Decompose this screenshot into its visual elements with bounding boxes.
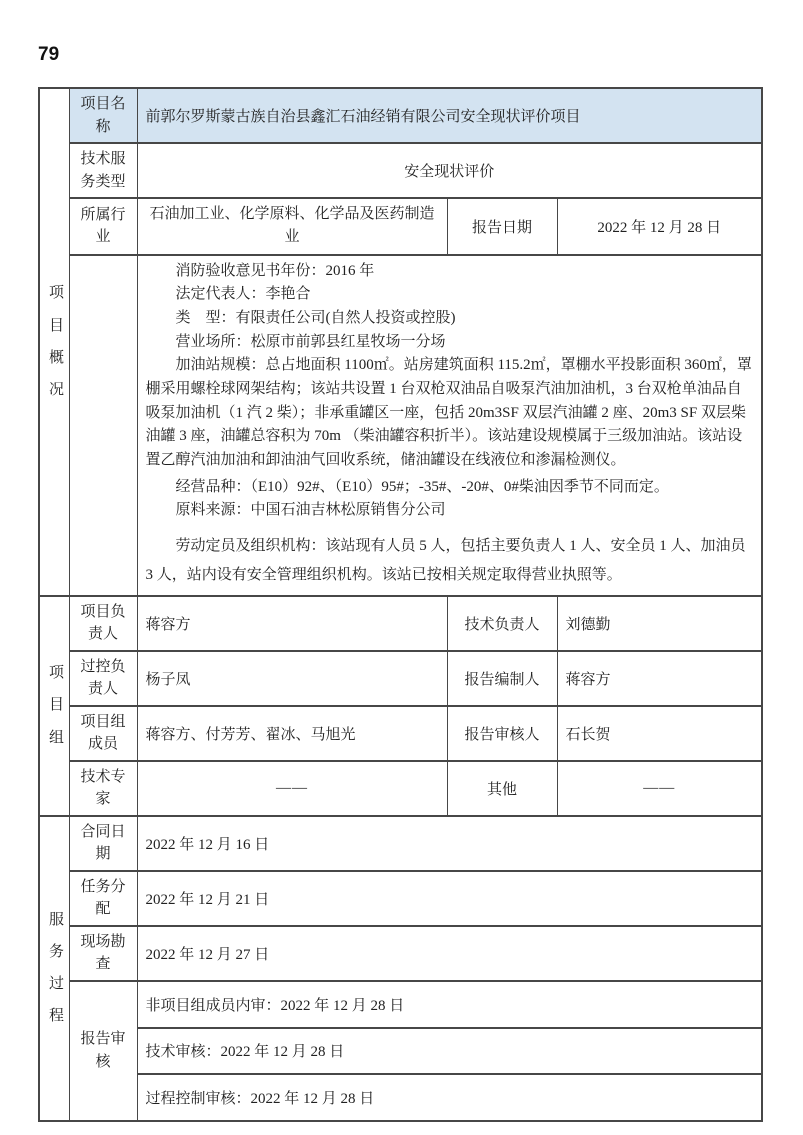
row-task-assignment <box>39 871 762 926</box>
report-review-item: 非项目组成员内审：2022 年 12 月 28 日 <box>137 981 762 1028</box>
service-type-label: 技术服务类型 <box>69 143 137 198</box>
row-process-control-leader <box>39 651 762 706</box>
team-row-label: 过控负责人 <box>69 651 137 706</box>
service-type-value: 安全现状评价 <box>137 143 762 198</box>
project-name-value: 前郭尔罗斯蒙古族自治县鑫汇石油经销有限公司安全现状评价项目 <box>137 88 762 143</box>
overview-paragraph: 加油站规模：总占地面积 1100㎡。站房建筑面积 115.2㎡，罩棚水平投影面积 360㎡，罩棚采用螺栓球网架结构；该站共设置 1 台双枪双油品自吸泵汽油加油机，3 台双枪单油品自吸泵加油机（1 汽 2 柴）；非承重罐区一座，包括 20m3SF 双层汽油罐 2 座、20m3 SF 双层柴油罐 3 座，油罐总容积为 70m （柴油罐容积折半）。该站建设规模属于三级加油站。该站设置乙醇汽油加油和卸油油气回收系统，储油罐设在线液位和渗漏检测仪。 <box>145 357 752 468</box>
team-row-label: 技术专家 <box>69 761 137 816</box>
team-row-label: 项目组成员 <box>69 706 137 761</box>
section-team <box>39 596 69 816</box>
section-overview-label: 项目概况 <box>48 285 64 399</box>
overview-text-cell <box>137 255 762 596</box>
team-row-value2: 刘德勤 <box>557 596 762 651</box>
process-row-label: 合同日期 <box>69 816 137 871</box>
report-review-item: 技术审核：2022 年 12 月 28 日 <box>137 1028 762 1074</box>
section-overview <box>39 88 69 596</box>
overview-paragraph: 劳动定员及组织机构：该站现有人员 5 人，包括主要负责人 1 人、安全员 1 人、加油员 3 人，站内设有安全管理组织机构。该站已按相关规定取得营业执照等。 <box>145 538 746 584</box>
process-row-value: 2022 年 12 月 16 日 <box>137 816 762 871</box>
overview-paragraph: 消防验收意见书年份：2016 年 <box>175 262 375 279</box>
process-row-label: 现场勘查 <box>69 926 137 981</box>
section-process-label: 服务过程 <box>48 911 64 1025</box>
process-row-value: 2022 年 12 月 27 日 <box>137 926 762 981</box>
section-team-label: 项目组 <box>48 665 64 746</box>
team-row-value: —— <box>137 761 447 816</box>
row-report-review-2 <box>39 1028 762 1074</box>
team-row-label2: 其他 <box>447 761 557 816</box>
process-row-value: 2022 年 12 月 21 日 <box>137 871 762 926</box>
team-row-value: 蒋容方、付芳芳、翟冰、马旭光 <box>137 706 447 761</box>
team-row-label2: 报告审核人 <box>447 706 557 761</box>
team-row-label2: 报告编制人 <box>447 651 557 706</box>
industry-label: 所属行业 <box>69 198 137 255</box>
row-report-review-3 <box>39 1074 762 1121</box>
row-site-survey <box>39 926 762 981</box>
overview-paragraph: 类 型：有限责任公司(自然人投资或控股) <box>175 309 456 326</box>
overview-label-spacer <box>69 255 137 596</box>
team-row-label2: 技术负责人 <box>447 596 557 651</box>
row-contract-date <box>39 816 762 871</box>
project-summary-table <box>38 87 763 1122</box>
row-project-leader <box>39 596 762 651</box>
report-date-label: 报告日期 <box>447 198 557 255</box>
overview-paragraph: 经营品种：（E10）92#、（E10）95#；-35#、-20#、0#柴油因季节不同而定。 <box>175 478 669 495</box>
row-industry <box>39 198 762 255</box>
overview-paragraph: 原料来源：中国石油吉林松原销售分公司 <box>175 502 446 519</box>
row-service-type <box>39 143 762 198</box>
overview-paragraph: 法定代表人：李艳合 <box>175 286 311 303</box>
process-row-label: 任务分配 <box>69 871 137 926</box>
industry-value: 石油加工业、化学原料、化学品及医药制造业 <box>137 198 447 255</box>
overview-paragraph: 营业场所：松原市前郭县红星牧场一分场 <box>175 333 446 350</box>
report-review-label: 报告审核 <box>69 981 137 1121</box>
team-row-value2: 石长贺 <box>557 706 762 761</box>
team-row-value2: —— <box>557 761 762 816</box>
row-project-name <box>39 88 762 143</box>
team-row-value2: 蒋容方 <box>557 651 762 706</box>
row-team-members <box>39 706 762 761</box>
team-row-label: 项目负责人 <box>69 596 137 651</box>
report-review-item: 过程控制审核：2022 年 12 月 28 日 <box>137 1074 762 1121</box>
report-date-value: 2022 年 12 月 28 日 <box>557 198 762 255</box>
page-number: 79 <box>38 44 60 65</box>
team-row-value: 蒋容方 <box>137 596 447 651</box>
row-overview-text <box>39 255 762 596</box>
section-process <box>39 816 69 1121</box>
project-name-label: 项目名称 <box>69 88 137 143</box>
row-technical-expert <box>39 761 762 816</box>
team-row-value: 杨子凤 <box>137 651 447 706</box>
row-report-review-1 <box>39 981 762 1028</box>
